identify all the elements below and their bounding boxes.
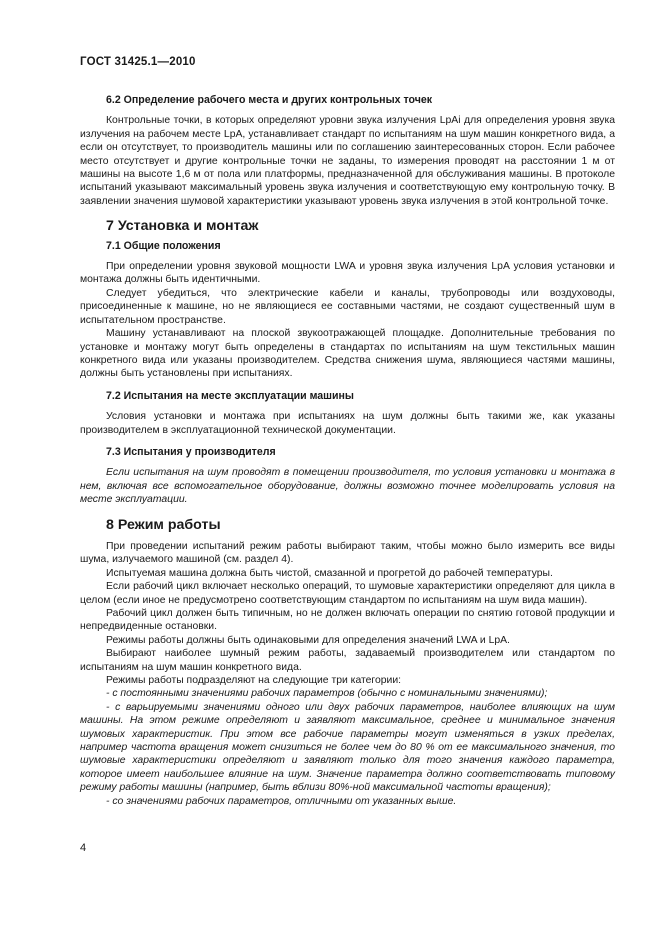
section-8-paragraph-2: Испытуемая машина должна быть чистой, смазанной и прогретой до рабочей температуры. — [106, 567, 553, 579]
section-8-paragraph-6: Выбирают наиболее шумный режим работы, задаваемый производителем или стандартом по испытаниям на шум машин конкретного вида. — [80, 648, 615, 673]
page-number: 4 — [80, 842, 87, 854]
section-8-title: 8 Режим работы — [106, 516, 221, 533]
mode-list-item: - с постоянными значениями рабочих параметров (обычно с номинальными значениями); — [106, 688, 548, 700]
mode-list-item: - со значениями рабочих параметров, отличными от указанных выше. — [106, 795, 457, 807]
page-header: ГОСТ 31425.1—2010 — [80, 56, 196, 68]
section-6-2-paragraph: Контрольные точки, в которых определяют уровни звука излучения LpAi для определения уровня звука излучения на рабочем месте LpA, устанавливает стандарт по испытаниям на шум машин конкретного вида, а если он отсутствует, то производитель машины или по соглашению заинтересованных сторон. Если рабочее место отсутствует и другие контрольные точки не заданы, то измерения проводят на расстоянии 1 м от машины на высоте 1,6 м от пола или платформы, предназначенной для обслуживания машины. В протоколе испытаний указывают максимальный уровень звука излучения и соответствующую ему контрольную точку. В заявлении значения шумовой характеристики указывают уровень звука излучения в этой контрольной точке. — [80, 115, 615, 207]
section-7-2-paragraph: Условия установки и монтажа при испытаниях на шум должны быть такими же, как указаны производителем в эксплуатационной технической документации. — [80, 411, 615, 436]
section-8-paragraph-7: Режимы работы подразделяют на следующие три категории: — [106, 675, 402, 687]
section-7-1-paragraph-2: Следует убедиться, что электрические кабели и каналы, трубопроводы или воздуховоды, присоединенные к машине, но не являющиеся ее составными частями, не создают существенный шум в испытательном пространстве. — [80, 287, 615, 326]
mode-list-item: - с варьируемыми значениями одного или двух рабочих параметров, наиболее влияющих на шум машины. На этом режиме определяют и заявляют максимальное, среднее и минимальное значения шумовых характеристик. При этом все рабочие параметры могут изменяться в узких пределах, например частота вращения может снизиться не более чем до 80 % от ее максимального значения, то шумовые характеристики определяют и заявляют только для того значения каждого параметра, которое имеет наибольшее влияние на шум. Значение параметра должно соответствовать типовому режиму работы машины (например, быть вблизи 80%-ной максимальной частоты вращения); — [80, 701, 615, 794]
section-7-2-title: 7.2 Испытания на месте эксплуатации машины — [106, 389, 354, 402]
section-7-3-paragraph: Если испытания на шум проводят в помещении производителя, то условия установки и монтажа в нем, включая все вспомогательное оборудование, должны возможно точнее моделировать условия на месте эксплуатации. — [80, 467, 615, 506]
section-8-paragraph-3: Если рабочий цикл включает несколько операций, то шумовые характеристики определяют для цикла в целом (если иное не предусмотрено соответствующим стандартом по испытаниям на шум вида машин). — [80, 581, 615, 606]
section-6-2-title: 6.2 Определение рабочего места и других контрольных точек — [106, 94, 433, 106]
section-7-title: 7 Установка и монтаж — [106, 218, 259, 235]
page-content — [80, 94, 615, 808]
section-7-1-paragraph-1: При определении уровня звуковой мощности LWA и уровня звука излучения LpA условия установки и монтажа должны быть идентичными. — [80, 261, 615, 286]
section-7-1-title: 7.1 Общие положения — [106, 239, 221, 252]
section-8-paragraph-4: Рабочий цикл должен быть типичным, но не должен включать операции по снятию готовой продукции и непредвиденные остановки. — [80, 608, 615, 633]
section-8-paragraph-5: Режимы работы должны быть одинаковыми для определения значений LWA и LpA. — [106, 634, 510, 646]
section-8-paragraph-1: При проведении испытаний режим работы выбирают таким, чтобы можно было измерить все виды шума, излучаемого машиной (см. раздел 4). — [80, 540, 615, 566]
section-7-1-paragraph-3: Машину устанавливают на плоской звукоотражающей площадке. Дополнительные требования по установке и монтажу могут быть определены в стандартах по испытаниям на шум текстильных машин конкретного вида или указаны производителем. Средства снижения шума, являющиеся частями машины, должны быть установлены при испытаниях. — [80, 328, 615, 380]
section-7-3-title: 7.3 Испытания у производителя — [106, 445, 276, 458]
